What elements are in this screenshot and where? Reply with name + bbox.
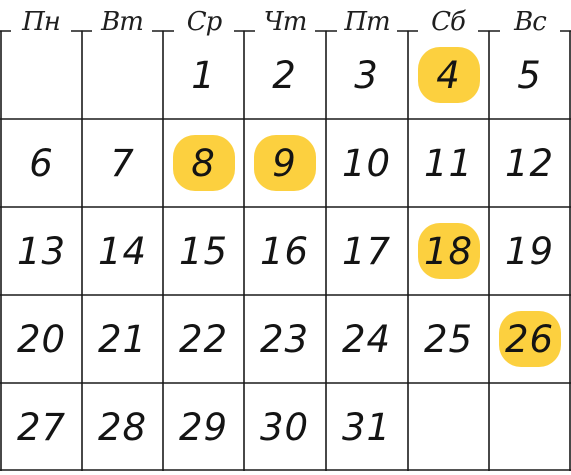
weekday-sun: Вс	[500, 2, 560, 42]
day-number: 26	[504, 317, 555, 361]
day-cell[interactable]	[244, 207, 325, 295]
day-number: 31	[341, 405, 392, 449]
day-cell[interactable]	[408, 207, 489, 295]
weekday-mon: Пн	[11, 2, 71, 42]
day-cell[interactable]	[163, 295, 244, 383]
day-cell[interactable]	[163, 207, 244, 295]
day-cell[interactable]	[1, 295, 82, 383]
day-cell[interactable]	[326, 119, 407, 207]
day-cell[interactable]	[82, 207, 163, 295]
day-number: 18	[423, 229, 474, 273]
day-number: 30	[259, 405, 310, 449]
day-cell[interactable]	[489, 207, 570, 295]
weekday-fri: Пт	[337, 2, 397, 42]
day-cell[interactable]	[244, 383, 325, 471]
day-cell[interactable]	[244, 295, 325, 383]
day-cell[interactable]	[489, 31, 570, 119]
weekday-sat: Сб	[418, 2, 478, 42]
day-number: 3	[354, 53, 379, 97]
day-number: 13	[16, 229, 67, 273]
day-number: 15	[178, 229, 229, 273]
day-cell[interactable]	[163, 31, 244, 119]
day-number: 23	[259, 317, 310, 361]
day-number: 12	[504, 141, 555, 185]
day-cell[interactable]	[326, 295, 407, 383]
weekday-thu: Чт	[255, 2, 315, 42]
day-cell[interactable]	[244, 31, 325, 119]
day-number: 5	[517, 53, 542, 97]
day-number: 6	[29, 141, 54, 185]
day-number: 8	[191, 141, 216, 185]
day-number: 29	[178, 405, 229, 449]
day-number: 17	[341, 229, 392, 273]
day-number: 20	[16, 317, 67, 361]
day-cell[interactable]	[408, 31, 489, 119]
day-cell[interactable]	[82, 295, 163, 383]
day-number: 10	[341, 141, 392, 185]
day-cell[interactable]	[408, 295, 489, 383]
day-number: 2	[272, 53, 297, 97]
day-number: 25	[423, 317, 474, 361]
day-cell[interactable]	[326, 31, 407, 119]
day-number: 4	[436, 53, 461, 97]
day-cell[interactable]	[1, 383, 82, 471]
day-cell[interactable]	[326, 383, 407, 471]
day-cell[interactable]	[326, 207, 407, 295]
day-number: 24	[341, 317, 392, 361]
day-number: 19	[504, 229, 555, 273]
day-cell[interactable]	[163, 383, 244, 471]
day-number: 28	[97, 405, 148, 449]
day-cell[interactable]	[82, 119, 163, 207]
day-cell[interactable]	[1, 119, 82, 207]
day-number: 9	[272, 141, 297, 185]
day-cell[interactable]	[489, 295, 570, 383]
day-number: 22	[178, 317, 229, 361]
weekday-wed: Ср	[174, 2, 234, 42]
day-number: 14	[97, 229, 148, 273]
day-cell[interactable]	[163, 119, 244, 207]
day-cell[interactable]	[489, 119, 570, 207]
day-number: 7	[110, 141, 135, 185]
day-number: 27	[16, 405, 67, 449]
day-number: 16	[259, 229, 310, 273]
day-cell[interactable]	[244, 119, 325, 207]
day-cell[interactable]	[408, 119, 489, 207]
day-number: 11	[423, 141, 474, 185]
day-number: 1	[191, 53, 216, 97]
day-number: 21	[97, 317, 148, 361]
day-cell[interactable]	[1, 207, 82, 295]
day-cell[interactable]	[82, 383, 163, 471]
weekday-tue: Вт	[92, 2, 152, 42]
